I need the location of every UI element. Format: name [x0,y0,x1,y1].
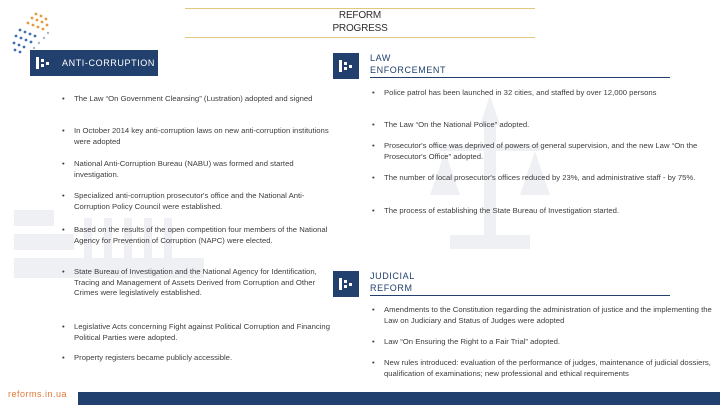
list-item: • The Law “On the National Police” adopted. [372,120,530,129]
bullet-icon: • [372,173,375,182]
list-item: • The number of local prosecutor's offices reduced by 23%, and administrative staff - by 75%. [372,173,696,182]
bullet-icon: • [372,120,375,129]
list-item: • Property registers became publicly accessible. [62,353,233,362]
list-item: • Law “On Ensuring the Right to a Fair Trial” adopted. [372,337,561,346]
judicial-reform-title: JUDICIAL REFORM [370,271,415,293]
list-item: • New rules introduced: evaluation of the performance of judges, maintenance of judicial dossiers, qualification of examinations; new professional and ethical requirements [372,358,711,378]
bullet-icon: • [372,206,375,215]
law-enforcement-marker [333,53,359,79]
bullet-icon: • [62,322,65,331]
anti-corruption-title: ANTI-CORRUPTION [62,57,155,68]
list-item: • National Anti-Corruption Bureau (NABU) was formed and started investigation. [62,159,294,179]
bullet-icon: • [62,353,65,362]
list-item: • Police patrol has been launched in 32 cities, and staffed by over 12,000 persons [372,88,657,97]
bullet-icon: • [372,337,375,346]
law-enforcement-title: LAW ENFORCEMENT [370,53,447,75]
list-item: • State Bureau of Investigation and the National Agency for Identification, Tracing and Management of Assets Derived from Corruption and Other Crimes were legislatively established. [62,267,317,297]
anti-corruption-header [30,50,158,76]
section-marker-icon [333,271,359,297]
bullet-icon: • [62,126,65,135]
list-item: • The process of establishing the State Bureau of Investigation started. [372,206,620,215]
title-line-2: PROGRESS [332,23,388,34]
bullet-icon: • [372,305,375,314]
title-line-1: REFORM [338,10,382,21]
list-item: • Specialized anti-corruption prosecutor's office and the National Anti-Corruption Policy Council were established. [62,191,305,211]
bullet-icon: • [62,94,65,103]
list-item: • Legislative Acts concerning Fight against Political Corruption and Financing Political Parties were adopted. [62,322,330,342]
list-item: • In October 2014 key anti-corruption laws on new anti-corruption institutions were adopted [62,126,329,146]
list-item: • Prosecutor's office was deprived of powers of general supervision, and the new Law “On the Prosecutor's Office” adopted. [372,141,698,161]
bullet-icon: • [62,191,65,200]
list-item: • Based on the results of the open competition four members of the National Agency for Prevention of Corruption (NAPC) were elected. [62,225,328,245]
law-enforcement-divider [370,77,670,78]
judicial-reform-marker [333,271,359,297]
judicial-reform-divider [370,295,670,296]
list-item: • The Law “On Government Cleansing” (Lustration) adopted and signed [62,94,313,103]
list-item: • Amendments to the Constitution regarding the administration of justice and the implementing the Law on Judiciary and Status of Judges were adopted [372,305,712,325]
bullet-icon: • [372,358,375,367]
page-title [185,8,535,38]
section-marker-icon [30,50,58,76]
section-marker-icon [333,53,359,79]
bullet-icon: • [62,159,65,168]
footer-site-link[interactable]: reforms.in.ua [8,389,68,399]
bullet-icon: • [62,267,65,276]
bullet-icon: • [62,225,65,234]
footer-bar [78,392,720,405]
bullet-icon: • [372,141,375,150]
bullet-icon: • [372,88,375,97]
